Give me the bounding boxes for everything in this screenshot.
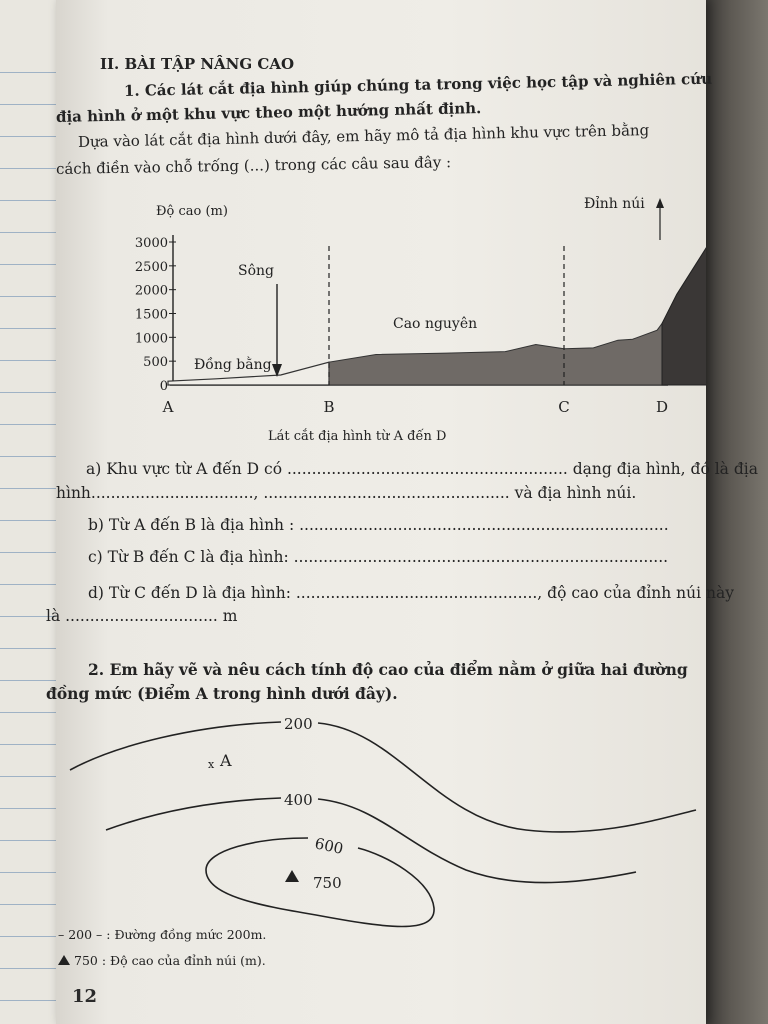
q2-title-line1: 2. Em hãy vẽ và nêu cách tính độ cao của điểm nằm ở giữa hai đường: [88, 660, 688, 679]
contour-200-left: [70, 722, 281, 770]
q1-intro-line2: cách điền vào chỗ trống (...) trong các câu sau đây :: [55, 153, 452, 178]
q2-title-line2: đồng mức (Điểm A trong hình dưới đây).: [46, 684, 398, 703]
y-tick-label: 2500: [134, 259, 168, 275]
q1-title-line2: địa hình ở một khu vực theo một hướng nhất định.: [55, 99, 482, 126]
legend-peak: 750 : Độ cao của đỉnh núi (m).: [74, 953, 266, 968]
answer-a-line2: hình................................., .................................................. và địa hình núi.: [56, 484, 637, 502]
contour-400-left: [106, 798, 281, 830]
q1-title-line1: 1. Các lát cắt địa hình giúp chúng ta trong việc học tập và nghiên cứu: [123, 69, 713, 100]
answer-d-line1: d) Từ C đến D là địa hình: ................................................., độ cao của đỉnh núi này: [88, 584, 734, 602]
point-a-label: A: [220, 751, 232, 770]
page-number: 12: [72, 986, 98, 1007]
answer-d-line2: là ............................... m: [46, 607, 238, 625]
river-label: Sông: [238, 263, 274, 279]
book-edge: [706, 0, 768, 1024]
legend-contour: – 200 – : Đường đồng mức 200m.: [58, 927, 267, 942]
contour-200-label: 200: [284, 715, 313, 733]
answer-b: b) Từ A đến B là địa hình : ...........................................................................: [88, 516, 669, 534]
region-label-peak: Đỉnh núi: [584, 196, 645, 212]
left-notebook-page: [0, 0, 63, 1024]
y-tick-label: 1500: [134, 307, 168, 323]
region-label-plateau: Cao nguyên: [393, 316, 478, 332]
region-label-plain: Đồng bằng: [194, 357, 272, 373]
y-tick-label: 1000: [134, 331, 168, 347]
peak-triangle-icon: [285, 870, 299, 882]
y-tick-label: 2000: [134, 283, 168, 299]
legend-triangle-icon: [58, 955, 70, 965]
contour-400-right: [318, 799, 636, 883]
x-point-label-a: A: [162, 398, 174, 416]
answer-a-line1: a) Khu vực từ A đến D có ......................................................... dạng địa hình, đó là địa: [86, 460, 758, 478]
answer-c: c) Từ B đến C là địa hình: ............................................................................: [88, 548, 669, 566]
contour-map: [56, 0, 706, 1024]
x-point-label-b: B: [323, 398, 335, 416]
contour-600-label: 600: [313, 834, 345, 858]
y-axis-label: Độ cao (m): [156, 204, 228, 219]
y-tick-label: 3000: [134, 236, 168, 251]
q1-intro-line1: Dựa vào lát cắt địa hình dưới đây, em hãy mô tả địa hình khu vực trên bằng: [77, 121, 650, 151]
textbook-page: [46, 0, 758, 1024]
y-tick-label: 500: [143, 355, 168, 371]
y-tick-label: 0: [159, 379, 168, 394]
section-title: II. BÀI TẬP NÂNG CAO: [100, 55, 295, 73]
x-point-label-c: C: [558, 398, 570, 416]
contour-200-right: [318, 723, 696, 832]
peak-value: 750: [313, 874, 342, 892]
point-a-marker: x: [208, 758, 215, 771]
chart-title: Lát cắt địa hình từ A đến D: [268, 429, 447, 444]
x-point-label-d: D: [655, 398, 669, 416]
contour-400-label: 400: [284, 791, 313, 809]
